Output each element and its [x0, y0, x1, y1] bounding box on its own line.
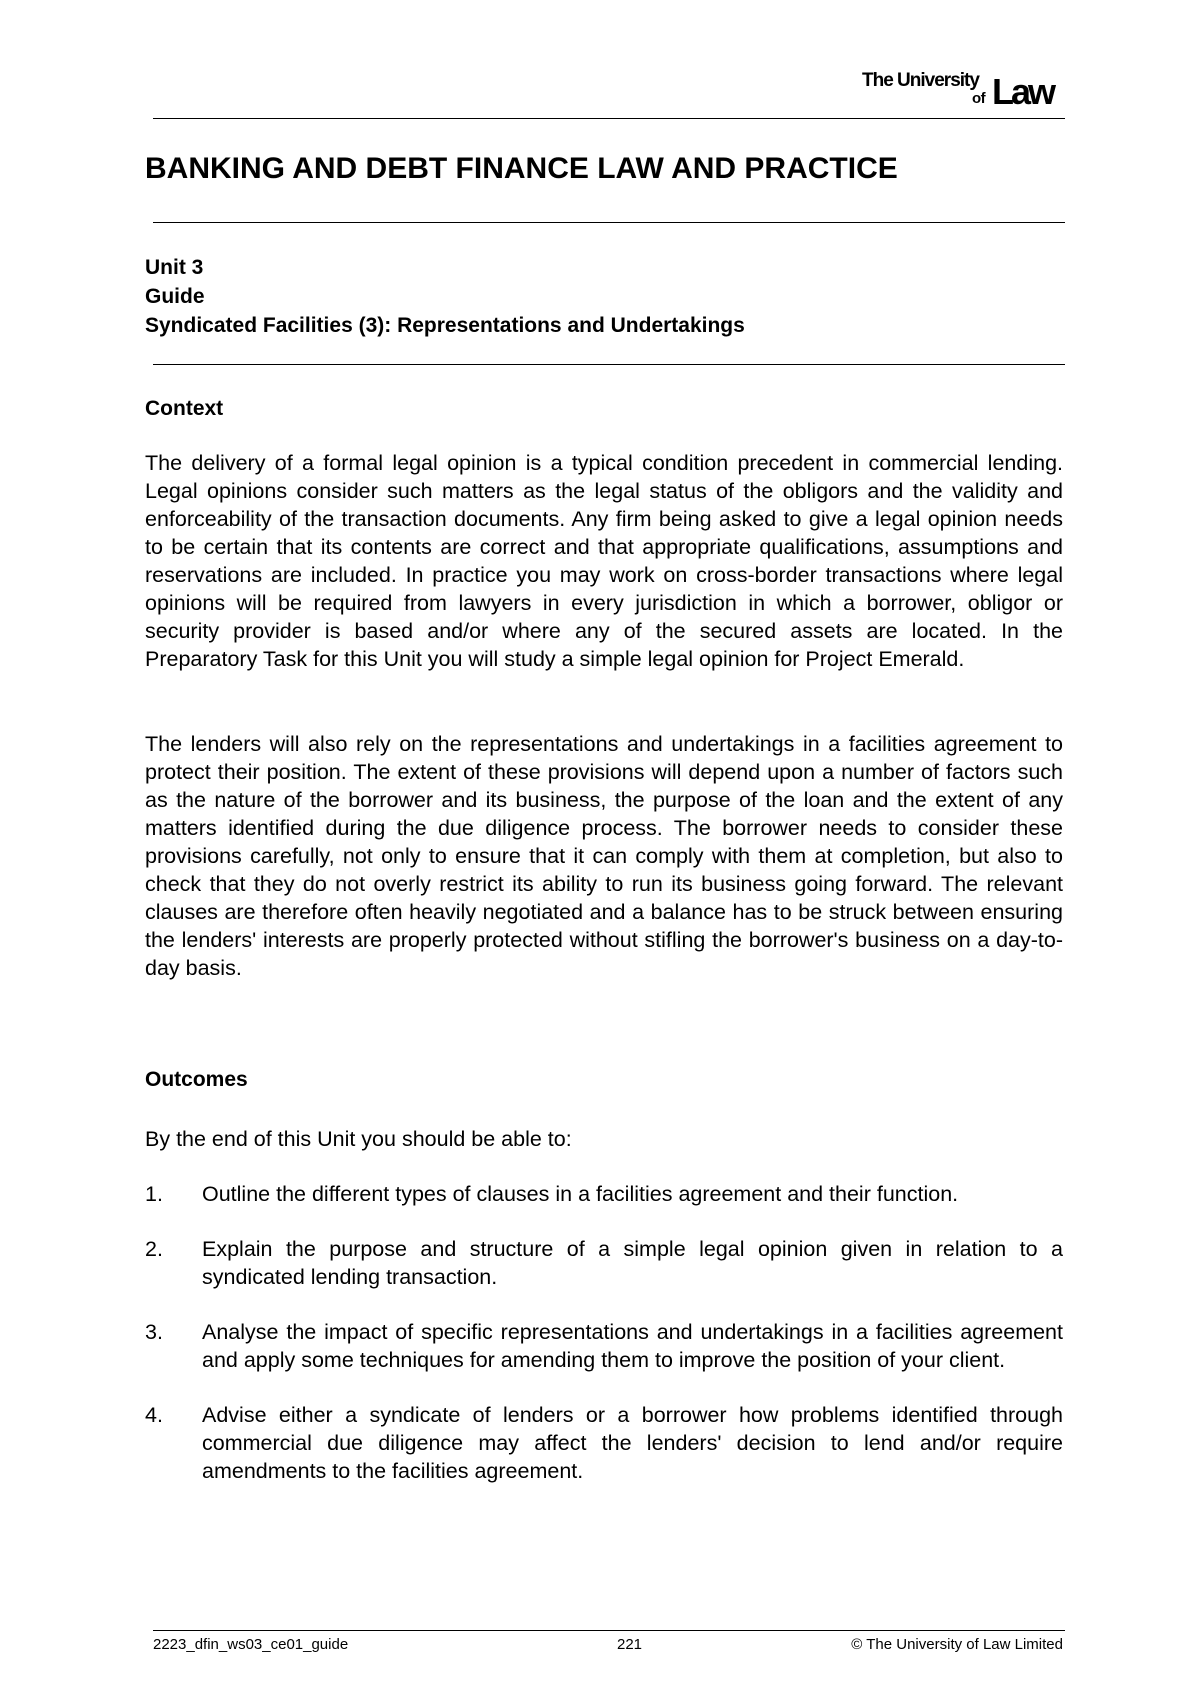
outcome-item: [145, 1235, 1063, 1291]
outcome-item: [145, 1180, 1063, 1208]
outcome-text: Advise either a syndicate of lenders or a borrower how problems identified through commercial due diligence may affect the lenders' decision to lend and/or require amendments to the facilities agreement.: [202, 1403, 1063, 1483]
unit-subtitle: Syndicated Facilities (3): Representations and Undertakings: [145, 314, 745, 337]
outcome-number: 2.: [145, 1237, 163, 1261]
footer-document-code: 2223_dfin_ws03_ce01_guide: [153, 1636, 349, 1653]
outcome-number: 1.: [145, 1182, 163, 1206]
document-type: Guide: [145, 285, 205, 308]
footer-page-number: 221: [617, 1636, 643, 1653]
context-paragraph-1: The delivery of a formal legal opinion is a typical condition precedent in commercial lending. Legal opinions consider such matters as the legal status of the obligors and the validity and enforceability of the transaction documents. Any firm being asked to give a legal opinion needs to be certain that its contents are correct and that appropriate qualifications, assumptions and reservations are included. In practice you may work on cross-border transactions where legal opinions will be required from lawyers in every jurisdiction in which a borrower, obligor or security provider is based and/or where any of the secured assets are located. In the Preparatory Task for this Unit you will study a simple legal opinion for Project Emerald.: [145, 451, 1063, 671]
logo-text-the-university: The University: [862, 70, 979, 91]
outcomes-intro: By the end of this Unit you should be able to:: [145, 1127, 572, 1151]
university-logo: [850, 70, 1065, 110]
unit-divider: [153, 364, 1065, 365]
outcome-text: Outline the different types of clauses in a facilities agreement and their function.: [202, 1182, 959, 1206]
outcome-text: Analyse the impact of specific representations and undertakings in a facilities agreement and apply some techniques for amending them to improve the position of your client.: [202, 1320, 1063, 1372]
footer-copyright: © The University of Law Limited: [851, 1636, 1063, 1653]
document-title: BANKING AND DEBT FINANCE LAW AND PRACTICE: [145, 152, 898, 185]
outcome-item: [145, 1401, 1063, 1485]
context-paragraph-2: The lenders will also rely on the representations and undertakings in a facilities agreement to protect their position. The extent of these provisions will depend upon a number of factors such as the nature of the borrower and its business, the purpose of the loan and the extent of any matters identified during the due diligence process. The borrower needs to consider these provisions carefully, not only to ensure that it can comply with them at completion, but also to check that they do not overly restrict its ability to run its business going forward. The relevant clauses are therefore often heavily negotiated and a balance has to be struck between ensuring the lenders' interests are properly protected without stifling the borrower's business on a day-to-day basis.: [145, 732, 1063, 980]
outcome-number: 3.: [145, 1320, 163, 1344]
outcomes-heading: Outcomes: [145, 1068, 248, 1091]
outcome-text: Explain the purpose and structure of a simple legal opinion given in relation to a syndicated lending transaction.: [202, 1237, 1063, 1289]
footer-divider: [153, 1630, 1065, 1631]
context-heading: Context: [145, 397, 224, 420]
unit-number: Unit 3: [145, 256, 204, 279]
title-divider: [153, 222, 1065, 223]
outcome-number: 4.: [145, 1403, 163, 1427]
outcomes-list: [145, 1180, 1063, 1512]
header-divider: [153, 118, 1065, 119]
unit-info: [145, 253, 745, 340]
outcome-item: [145, 1318, 1063, 1374]
logo-text-of: of: [972, 90, 986, 107]
logo-text-law: Law: [992, 71, 1054, 112]
